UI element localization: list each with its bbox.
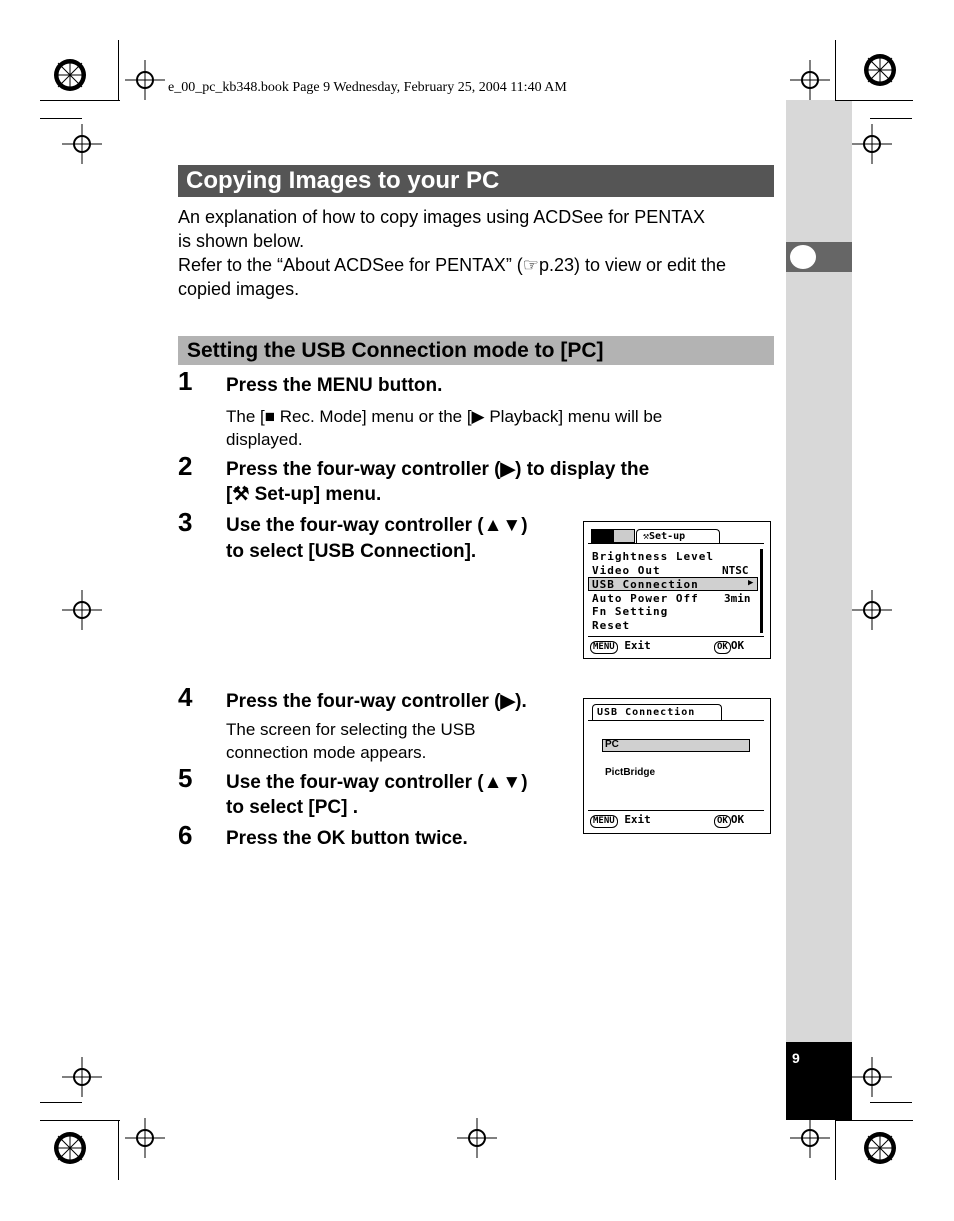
rec-mode-tab-icon: [591, 529, 613, 543]
step-title: [⚒ Set-up] menu.: [226, 484, 382, 505]
crop-mark: [40, 1102, 82, 1103]
step-title: to select [PC] .: [226, 797, 358, 818]
registration-rosette-icon: [50, 55, 90, 95]
crosshair-target-icon: [62, 124, 102, 164]
step-title: Use the four-way controller (▲▼): [226, 515, 528, 536]
step-title: Press the MENU button.: [226, 375, 443, 396]
step-desc: The [■ Rec. Mode] menu or the [▶ Playback] menu will be: [226, 407, 663, 426]
exit-hint: [590, 813, 651, 828]
step-desc: displayed.: [226, 430, 303, 449]
crop-mark: [870, 118, 912, 119]
intro-line: is shown below.: [178, 231, 305, 251]
menu-item: Fn Setting: [592, 605, 669, 618]
crosshair-target-icon: [125, 60, 165, 100]
step-number: 6: [178, 820, 193, 850]
ok-key-icon: OK: [714, 641, 731, 654]
crop-mark: [835, 100, 913, 101]
step-desc: The screen for selecting the USB: [226, 720, 476, 739]
menu-item: Auto Power Off: [592, 592, 699, 605]
usb-tab: [592, 704, 722, 721]
exit-label: Exit: [624, 813, 651, 826]
crosshair-target-icon: [125, 1118, 165, 1158]
crop-mark: [870, 1102, 912, 1103]
divider: [588, 810, 764, 811]
crosshair-target-icon: [62, 1057, 102, 1097]
crop-mark: [40, 1120, 120, 1121]
intro-line: An explanation of how to copy images using ACDSee for PENTAX: [178, 207, 705, 227]
print-header: e_00_pc_kb348.book Page 9 Wednesday, February 25, 2004 11:40 AM: [168, 80, 567, 95]
submenu-arrow-icon: ▶: [748, 578, 754, 588]
step-title: Press the four-way controller (▶) to display the: [226, 459, 650, 480]
ok-hint: [714, 639, 744, 654]
step-title: Use the four-way controller (▲▼): [226, 772, 528, 793]
step-number: 4: [178, 682, 193, 712]
step-desc: connection mode appears.: [226, 743, 427, 762]
menu-item-selected: USB Connection: [592, 578, 699, 591]
chapter-tab-dot: [790, 245, 816, 269]
step-title: Press the OK button twice.: [226, 828, 468, 849]
ok-key-icon: OK: [714, 815, 731, 828]
intro-paragraph: [178, 205, 778, 301]
divider: [588, 720, 764, 721]
intro-line: Refer to the “About ACDSee for PENTAX” (☞p.23) to view or edit the: [178, 255, 727, 275]
menu-item-value: 3min: [724, 592, 751, 605]
registration-rosette-icon: [50, 1128, 90, 1168]
menu-item: Video Out: [592, 564, 661, 577]
exit-label: Exit: [624, 639, 651, 652]
menu-item: Reset: [592, 619, 631, 632]
option-pictbridge: PictBridge: [605, 767, 656, 778]
divider: [588, 636, 764, 637]
step-number: 2: [178, 451, 193, 481]
step-number: 3: [178, 507, 193, 537]
crosshair-target-icon: [457, 1118, 497, 1158]
menu-key-icon: MENU: [590, 641, 618, 654]
ok-label: OK: [730, 813, 745, 826]
crosshair-target-icon: [852, 1057, 892, 1097]
selected-option-highlight: [602, 739, 750, 752]
crop-mark: [118, 1120, 119, 1180]
crosshair-target-icon: [852, 590, 892, 630]
crop-mark: [835, 40, 836, 100]
menu-item-value: NTSC: [722, 564, 749, 577]
crosshair-target-icon: [790, 1118, 830, 1158]
page-number: 9: [792, 1050, 800, 1066]
crop-mark: [835, 1120, 913, 1121]
step-title: Press the four-way controller (▶).: [226, 691, 527, 712]
divider: [588, 543, 764, 544]
crosshair-target-icon: [852, 124, 892, 164]
crosshair-target-icon: [790, 60, 830, 100]
exit-hint: [590, 639, 651, 654]
ok-hint: [714, 813, 744, 828]
crop-mark: [40, 100, 120, 101]
usb-connection-screen: [583, 698, 771, 834]
step-number: 1: [178, 366, 193, 396]
playback-tab-icon: [613, 529, 635, 543]
registration-rosette-icon: [860, 50, 900, 90]
registration-rosette-icon: [860, 1128, 900, 1168]
step-title: to select [USB Connection].: [226, 541, 477, 562]
crop-mark: [118, 40, 119, 100]
section-title: Copying Images to your PC: [178, 165, 774, 197]
option-pc: PC: [605, 739, 619, 750]
setup-menu-screen: [583, 521, 771, 659]
subsection-title: Setting the USB Connection mode to [PC]: [178, 336, 774, 365]
menu-item: Brightness Level: [592, 550, 714, 563]
menu-key-icon: MENU: [590, 815, 618, 828]
step-number: 5: [178, 763, 193, 793]
crop-mark: [40, 118, 82, 119]
ok-label: OK: [730, 639, 745, 652]
crosshair-target-icon: [62, 590, 102, 630]
usb-tab-label: USB Connection: [597, 707, 696, 718]
crop-mark: [835, 1120, 836, 1180]
scrollbar: [760, 549, 763, 633]
setup-tab: ⚒Set-up: [636, 529, 720, 544]
setup-tab-label: Set-up: [649, 531, 686, 542]
intro-line: copied images.: [178, 279, 300, 299]
